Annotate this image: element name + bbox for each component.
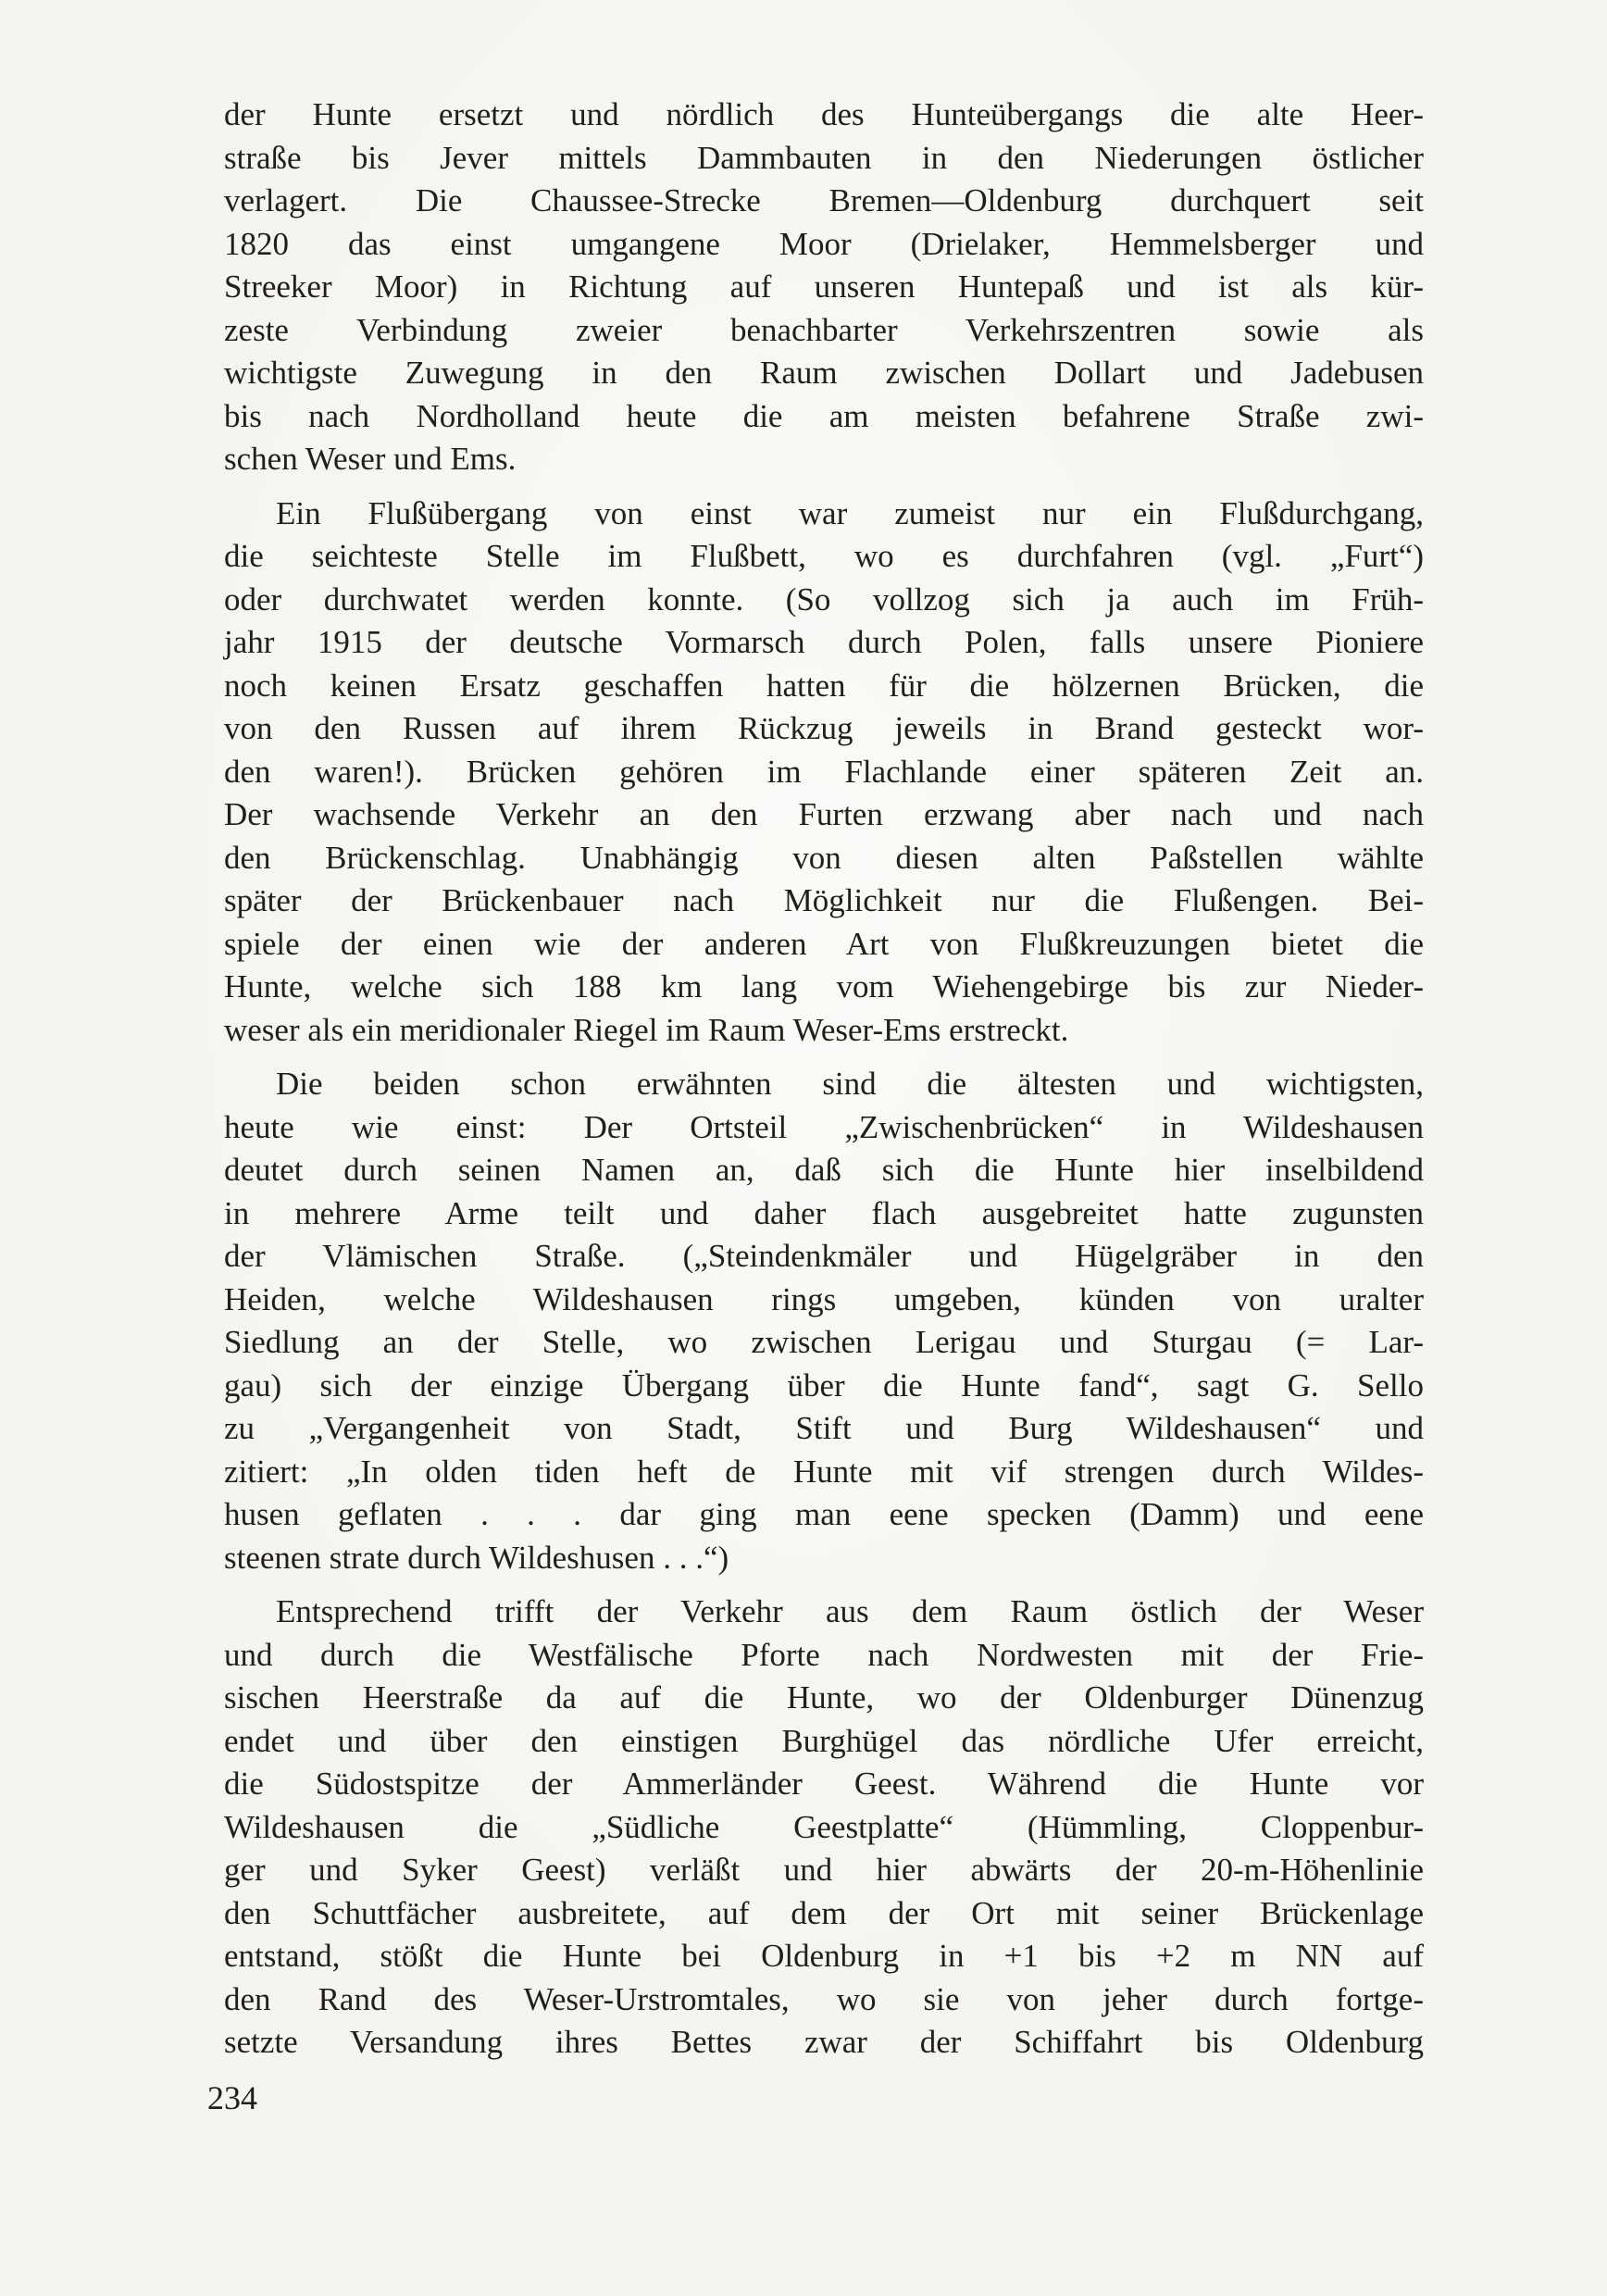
paragraph <box>224 94 1424 481</box>
text-line: zeste Verbindung zweier benachbarter Verkehrszentren sowie als <box>224 311 1424 348</box>
text-line: der Vlämischen Straße. („Steindenkmäler und Hügelgräber in den <box>224 1238 1424 1274</box>
text-line: setzte Versandung ihres Bettes zwar der Schiffahrt bis Oldenburg <box>224 2024 1424 2060</box>
text-line: den Rand des Weser-Urstromtales, wo sie von jeher durch fortge- <box>224 1980 1424 2017</box>
text-line: Entsprechend trifft der Verkehr aus dem Raum östlich der Weser <box>276 1593 1424 1629</box>
text-line: husen geflaten . . . dar ging man eene specken (Damm) und eene <box>224 1496 1424 1532</box>
text-line: Siedlung an der Stelle, wo zwischen Lerigau und Sturgau (= Lar- <box>224 1324 1424 1360</box>
text-line: heute wie einst: Der Ortsteil „Zwischenbrücken“ in Wildeshausen <box>224 1108 1424 1145</box>
text-line: Ein Flußübergang von einst war zumeist nur ein Flußdurchgang, <box>276 494 1424 531</box>
text-line: noch keinen Ersatz geschaffen hatten für die hölzernen Brücken, die <box>224 667 1424 704</box>
text-line: in mehrere Arme teilt und daher flach ausgebreitet hatte zugunsten <box>224 1194 1424 1231</box>
text-line: straße bis Jever mittels Dammbauten in den Niederungen östlicher <box>224 139 1424 176</box>
text-line: sischen Heerstraße da auf die Hunte, wo der Oldenburger Dünenzug <box>224 1679 1424 1716</box>
text-line: die Südostspitze der Ammerländer Geest. Während die Hunte vor <box>224 1766 1424 1802</box>
text-line: zu „Vergangenheit von Stadt, Stift und Burg Wildeshausen“ und <box>224 1410 1424 1446</box>
text-line: Streeker Moor) in Richtung auf unseren Huntepaß und ist als kür- <box>224 268 1424 305</box>
text-line: Wildeshausen die „Südliche Geestplatte“ (Hümmling, Cloppenbur- <box>224 1808 1424 1845</box>
text-line: entstand, stößt die Hunte bei Oldenburg in +1 bis +2 m NN auf <box>224 1938 1424 1974</box>
text-line: spiele der einen wie der anderen Art von Flußkreuzungen bietet die <box>224 925 1424 962</box>
text-line: den Schuttfächer ausbreitete, auf dem der Ort mit seiner Brückenlage <box>224 1894 1424 1931</box>
text-line: wichtigste Zuwegung in den Raum zwischen Dollart und Jadebusen <box>224 355 1424 391</box>
text-line: und durch die Westfälische Pforte nach Nordwesten mit der Frie- <box>224 1636 1424 1673</box>
text-line: bis nach Nordholland heute die am meisten befahrene Straße zwi- <box>224 397 1424 434</box>
text-line: endet und über den einstigen Burghügel das nördliche Ufer erreicht, <box>224 1722 1424 1759</box>
text-line: oder durchwatet werden konnte. (So vollzog sich ja auch im Früh- <box>224 580 1424 618</box>
text-line: den Brückenschlag. Unabhängig von diesen alten Paßstellen wählte <box>224 839 1424 876</box>
text-line: den waren!). Brücken gehören im Flachlande einer späteren Zeit an. <box>224 753 1424 790</box>
body-text <box>224 94 1424 2065</box>
text-line: jahr 1915 der deutsche Vormarsch durch Polen, falls unsere Pioniere <box>224 624 1424 660</box>
text-line: deutet durch seinen Namen an, daß sich die Hunte hier inselbildend <box>224 1152 1424 1188</box>
text-line: verlagert. Die Chaussee-Strecke Bremen—Oldenburg durchquert seit <box>224 182 1424 218</box>
text-line: die seichteste Stelle im Flußbett, wo es durchfahren (vgl. „Furt“) <box>224 538 1424 574</box>
text-line: gau) sich der einzige Übergang über die Hunte fand“, sagt G. Sello <box>224 1366 1424 1404</box>
text-line: schen Weser und Ems. <box>224 441 517 477</box>
text-line: später der Brückenbauer nach Möglichkeit nur die Flußengen. Bei- <box>224 882 1424 918</box>
text-line: ger und Syker Geest) verläßt und hier abwärts der 20-m-Höhenlinie <box>224 1852 1424 1888</box>
page-number: 234 <box>207 2079 257 2116</box>
paragraph <box>224 1063 1424 1579</box>
text-line: steenen strate durch Wildeshusen . . .“) <box>224 1539 729 1576</box>
text-line: 1820 das einst umgangene Moor (Drielaker, Hemmelsberger und <box>224 225 1424 262</box>
paragraph <box>224 1591 1424 2065</box>
text-line: Hunte, welche sich 188 km lang vom Wiehengebirge bis zur Nieder- <box>224 968 1424 1004</box>
text-line: Die beiden schon erwähnten sind die ältesten und wichtigsten, <box>276 1066 1424 1102</box>
text-line: Heiden, welche Wildeshausen rings umgeben, künden von uralter <box>224 1280 1424 1317</box>
text-line: von den Russen auf ihrem Rückzug jeweils in Brand gesteckt wor- <box>224 710 1424 746</box>
text-line: zitiert: „In olden tiden heft de Hunte mit vif strengen durch Wildes- <box>224 1453 1424 1490</box>
text-line: weser als ein meridionaler Riegel im Raum Weser-Ems erstreckt. <box>224 1011 1069 1048</box>
paragraph <box>224 493 1424 1053</box>
text-line: Der wachsende Verkehr an den Furten erzwang aber nach und nach <box>224 796 1424 832</box>
text-line: der Hunte ersetzt und nördlich des Hunteübergangs die alte Heer- <box>224 96 1424 132</box>
